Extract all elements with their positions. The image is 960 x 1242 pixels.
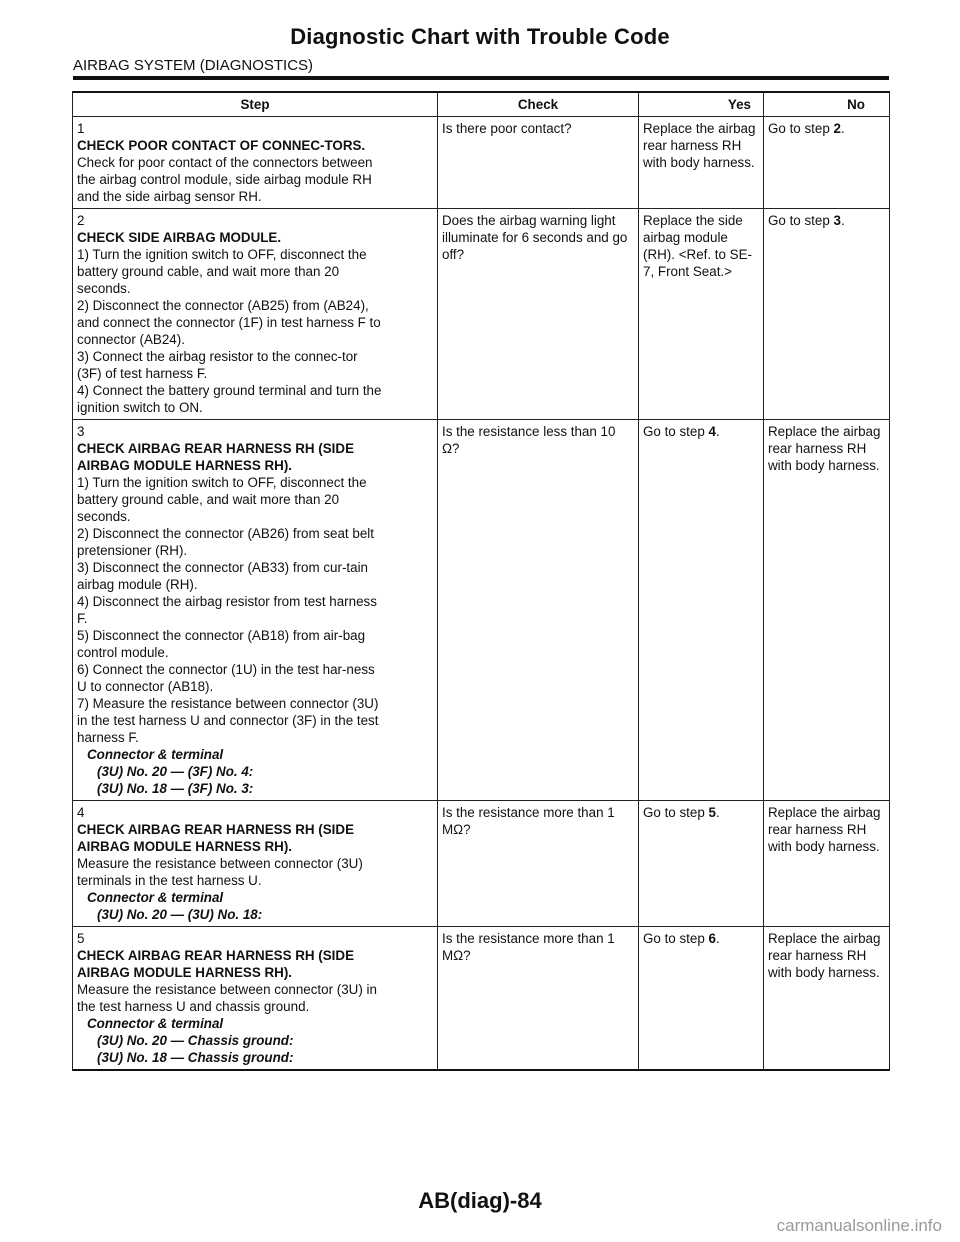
- step-cell: [73, 927, 438, 1071]
- step-number: 4: [77, 805, 85, 820]
- step-heading: CHECK AIRBAG REAR HARNESS RH (SIDE AIRBAG MODULE HARNESS RH).: [77, 822, 355, 854]
- goto-step-link[interactable]: 6: [708, 931, 716, 946]
- section-title: AIRBAG SYSTEM (DIAGNOSTICS): [73, 57, 314, 74]
- step-instruction: 5) Disconnect the connector (AB18) from air-bag control module.: [77, 628, 366, 660]
- connector-terminal-spec: (3U) No. 20 — (3U) No. 18:: [97, 907, 263, 922]
- step-instruction: 4) Disconnect the airbag resistor from test harness F.: [77, 594, 377, 626]
- step-instruction: 4) Connect the battery ground terminal and turn the ignition switch to ON.: [77, 383, 382, 415]
- step-number: 5: [77, 931, 85, 946]
- step-body: [77, 440, 383, 797]
- page-number: AB(diag)-84: [418, 1188, 542, 1213]
- no-cell: Replace the airbag rear harness RH with body harness.: [764, 420, 890, 801]
- connector-terminal-spec: (3U) No. 20 — Chassis ground:: [97, 1033, 294, 1048]
- step-heading: CHECK SIDE AIRBAG MODULE.: [77, 230, 282, 245]
- no-cell: Go to step 2.: [764, 117, 890, 209]
- diagnostic-table: [72, 91, 890, 1071]
- step-instruction: 1) Turn the ignition switch to OFF, disconnect the battery ground cable, and wait more than 20 seconds.: [77, 247, 367, 296]
- step-heading: CHECK AIRBAG REAR HARNESS RH (SIDE AIRBAG MODULE HARNESS RH).: [77, 441, 355, 473]
- step-cell: [73, 801, 438, 927]
- table-row: [73, 801, 890, 927]
- step-cell: [73, 117, 438, 209]
- step-instruction: 3) Connect the airbag resistor to the connec-tor (3F) of test harness F.: [77, 349, 358, 381]
- goto-step-link[interactable]: 3: [833, 213, 841, 228]
- goto-step-link[interactable]: 2: [833, 121, 841, 136]
- step-instruction: 3) Disconnect the connector (AB33) from cur-tain airbag module (RH).: [77, 560, 368, 592]
- no-text: Go to step: [768, 213, 834, 228]
- step-instruction: 7) Measure the resistance between connector (3U) in the test harness U and connector (3F) in the test harness F.: [77, 696, 379, 745]
- yes-text: Go to step: [643, 424, 709, 439]
- step-instruction: Check for poor contact of the connectors between the airbag control module, side airbag module RH and the side airbag sensor RH.: [77, 155, 373, 204]
- step-number: 3: [77, 424, 85, 439]
- watermark: carmanualsonline.info: [776, 1216, 942, 1235]
- header-divider: [73, 76, 889, 80]
- check-cell: Is the resistance more than 1 MΩ?: [438, 801, 639, 927]
- column-header-no: No: [764, 92, 890, 117]
- check-cell: Is the resistance more than 1 MΩ?: [438, 927, 639, 1071]
- column-header-step: Step: [73, 92, 438, 117]
- connector-terminal-label: Connector & terminal: [87, 747, 224, 762]
- step-body: [77, 821, 383, 923]
- table-row: [73, 117, 890, 209]
- yes-text: Go to step: [643, 931, 709, 946]
- goto-step-link[interactable]: 4: [708, 424, 716, 439]
- connector-terminal-spec: (3U) No. 20 — (3F) No. 4:: [97, 764, 254, 779]
- table-row: [73, 420, 890, 801]
- step-number: 2: [77, 213, 85, 228]
- step-cell: [73, 209, 438, 420]
- step-instruction: 2) Disconnect the connector (AB25) from (AB24), and connect the connector (1F) in test harness F to connector (AB24).: [77, 298, 381, 347]
- step-instruction: Measure the resistance between connector (3U) in the test harness U and chassis ground.: [77, 982, 377, 1014]
- check-cell: Does the airbag warning light illuminate for 6 seconds and go off?: [438, 209, 639, 420]
- step-heading: CHECK AIRBAG REAR HARNESS RH (SIDE AIRBAG MODULE HARNESS RH).: [77, 948, 355, 980]
- yes-cell: Go to step 4.: [639, 420, 764, 801]
- connector-terminal-spec: (3U) No. 18 — (3F) No. 3:: [97, 781, 254, 796]
- yes-cell: Replace the side airbag module (RH). <Ref. to SE-7, Front Seat.>: [639, 209, 764, 420]
- yes-cell: Go to step 6.: [639, 927, 764, 1071]
- step-heading: CHECK POOR CONTACT OF CONNEC-TORS.: [77, 138, 366, 153]
- column-header-check: Check: [438, 92, 639, 117]
- connector-terminal-label: Connector & terminal: [87, 890, 224, 905]
- no-cell: Replace the airbag rear harness RH with body harness.: [764, 927, 890, 1071]
- no-cell: Replace the airbag rear harness RH with body harness.: [764, 801, 890, 927]
- table-row: [73, 209, 890, 420]
- yes-cell: Go to step 5.: [639, 801, 764, 927]
- step-instruction: 6) Connect the connector (1U) in the test har-ness U to connector (AB18).: [77, 662, 375, 694]
- check-cell: Is there poor contact?: [438, 117, 639, 209]
- step-body: [77, 137, 383, 205]
- step-cell: [73, 420, 438, 801]
- yes-cell: Replace the airbag rear harness RH with body harness.: [639, 117, 764, 209]
- step-instruction: 2) Disconnect the connector (AB26) from seat belt pretensioner (RH).: [77, 526, 374, 558]
- goto-step-link[interactable]: 5: [708, 805, 716, 820]
- step-number: 1: [77, 121, 85, 136]
- no-text: Go to step: [768, 121, 834, 136]
- step-instruction: Measure the resistance between connector (3U) terminals in the test harness U.: [77, 856, 363, 888]
- table-header-row: [73, 92, 890, 117]
- no-cell: Go to step 3.: [764, 209, 890, 420]
- step-instruction: 1) Turn the ignition switch to OFF, disconnect the battery ground cable, and wait more than 20 seconds.: [77, 475, 367, 524]
- step-body: [77, 947, 383, 1066]
- column-header-yes: Yes: [639, 92, 764, 117]
- yes-text: Go to step: [643, 805, 709, 820]
- connector-terminal-spec: (3U) No. 18 — Chassis ground:: [97, 1050, 294, 1065]
- table-row: [73, 927, 890, 1071]
- page-title: Diagnostic Chart with Trouble Code: [290, 24, 670, 49]
- check-cell: Is the resistance less than 10 Ω?: [438, 420, 639, 801]
- connector-terminal-label: Connector & terminal: [87, 1016, 224, 1031]
- step-body: [77, 229, 383, 416]
